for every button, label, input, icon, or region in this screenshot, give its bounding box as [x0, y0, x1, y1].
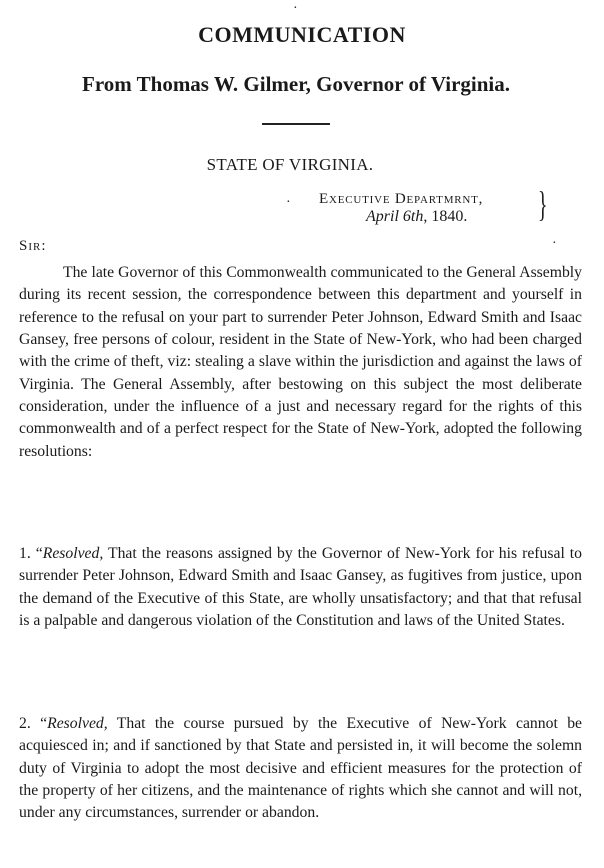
salutation: Sir:: [19, 238, 47, 254]
resolution-number: 1. “: [19, 545, 43, 562]
resolution-number: 2. “: [19, 715, 48, 732]
resolution-2: [19, 713, 582, 825]
dateline-brace: }: [538, 184, 548, 224]
title-divider: [262, 123, 330, 125]
resolution-text: That the reasons assigned by the Governor of New-York for his refusal to surrender Peter Johnson, Edward Smith and Isaac Gansey, as fugitives from justice, upon the demand of the Executive of this State, are wholly unsatisfactory; and that that refusal is a palpable and dangerous violation of the Constitution and laws of the United States.: [19, 545, 583, 630]
dateline-date-italic: April 6th: [366, 208, 424, 225]
document-title: COMMUNICATION: [198, 22, 406, 47]
resolved-label: Resolved,: [47, 715, 108, 732]
resolution-text: That the course pursued by the Executive of New-York cannot be acquiesced in; and if sanctioned by that State and persisted in, it will become the solemn duty of Virginia to adopt the most decisive and efficient measures for the protection of the property of her citizens, and the maintenance of rights which she cannot and will not, under any circumstances, surrender or abandon.: [19, 715, 582, 822]
dateline-date: [366, 208, 467, 226]
speck-mark: ·: [552, 236, 557, 251]
speck-mark: ·: [293, 1, 298, 16]
dateline-department: Executive Departmrnt,: [319, 191, 484, 207]
document-subtitle: From Thomas W. Gilmer, Governor of Virginia.: [82, 72, 510, 96]
body-paragraph: The late Governor of this Commonwealth communicated to the General Assembly during its recent session, the correspondence between this department and yourself in reference to the refusal on your part to surrender Peter Johnson, Edward Smith and Isaac Gansey, free persons of colour, resident in the State of New-York, who had been charged with the crime of theft, viz: stealing a slave within the jurisdiction and against the laws of Virginia. The General Assembly, after bestowing on this subject the most deliberate consideration, under the influence of a just and necessary regard for the rights of this commonwealth and of a perfect respect for the State of New-York, adopted the following resolutions:: [19, 264, 582, 460]
speck-mark: ·: [286, 195, 291, 210]
resolved-label: Resolved,: [42, 545, 104, 562]
state-heading: STATE OF VIRGINIA.: [206, 155, 374, 174]
resolution-1: [19, 543, 582, 632]
dateline-date-year: , 1840.: [423, 208, 468, 225]
